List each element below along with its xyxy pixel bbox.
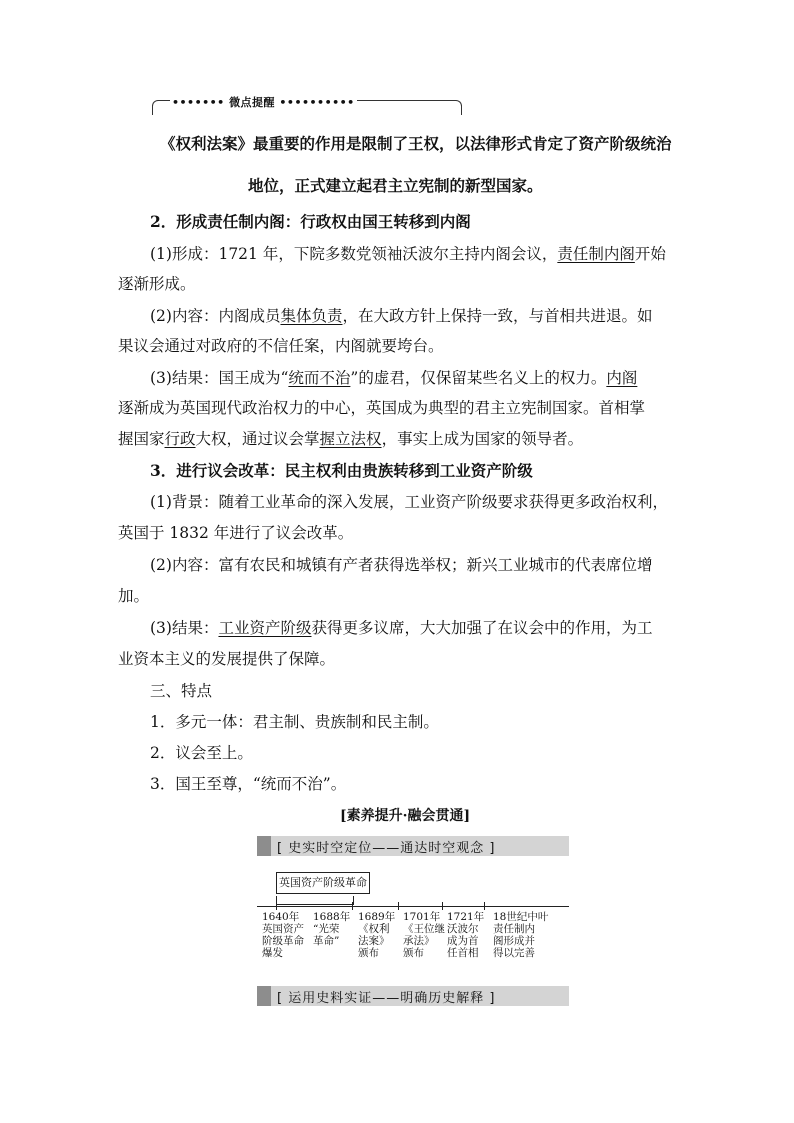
timeline-tick bbox=[442, 902, 443, 910]
evidence-bar bbox=[257, 986, 569, 1006]
underlined-term: 行政 bbox=[164, 430, 196, 448]
text: ”的虚君，仅保留某些名义上的权力。 bbox=[350, 369, 607, 387]
tip-label-text: 微点提醒 bbox=[229, 96, 276, 109]
sec2-p2-line1 bbox=[150, 306, 710, 326]
sec2-p3-line1 bbox=[150, 368, 710, 388]
underlined-term: 集体负责 bbox=[280, 307, 343, 325]
sec3-p1-line1: (1)背景：随着工业革命的深入发展，工业资产阶级要求获得更多政治权利， bbox=[150, 493, 668, 511]
tip-label bbox=[170, 94, 357, 110]
sec3-p1-line2: 英国于 1832 年进行了议会改革。 bbox=[118, 524, 354, 542]
timeline-brace bbox=[276, 896, 354, 905]
note-line-2: 地位，正式建立起君主立宪制的新型国家。 bbox=[248, 176, 543, 195]
sec3-p3-line1 bbox=[150, 618, 710, 638]
sec3-p3-line2: 业资本主义的发展提供了保障。 bbox=[118, 650, 336, 668]
bar-title: [ 史实时空定位——通达时空观念 ] bbox=[277, 841, 496, 856]
bar-square-icon bbox=[257, 836, 271, 856]
timeline-tick bbox=[484, 902, 485, 910]
text: (2)内容：内阁成员 bbox=[150, 307, 281, 325]
text: 大权，通过议会掌 bbox=[195, 430, 320, 448]
timeline-event: 1721年 沃波尔 成为首 任首相 bbox=[447, 911, 485, 959]
text: (3)结果：国王成为“ bbox=[150, 369, 289, 387]
timeline-tick bbox=[398, 902, 399, 910]
sec2-p1-line1 bbox=[150, 244, 710, 264]
note-line-1: 《权利法案》最重要的作用是限制了王权，以法律形式肯定了资产阶级统治 bbox=[160, 134, 672, 153]
underlined-term: 统而不治 bbox=[288, 369, 351, 387]
section-title: [素养提升·融会贯通] bbox=[340, 808, 471, 824]
timeline-axis bbox=[257, 906, 569, 907]
feature-item: 1．多元一体：君主制、贵族制和民主制。 bbox=[150, 713, 439, 731]
text: (3)结果： bbox=[150, 619, 219, 637]
bar-title: [ 运用史料实证——明确历史解释 ] bbox=[277, 991, 496, 1006]
underlined-term: 内阁 bbox=[606, 369, 638, 387]
underlined-term: 工业资产阶级 bbox=[218, 619, 312, 637]
sec2-p2-line2: 果议会通过对政府的不信任案，内阁就要垮台。 bbox=[118, 337, 444, 355]
timeline-event: 1688年 “光荣 革命” bbox=[313, 911, 351, 947]
section-3-heading: 3．进行议会改革：民主权利由贵族转移到工业资产阶级 bbox=[150, 461, 533, 480]
timeline-tick bbox=[276, 902, 277, 910]
timeline-event: 1701年 《王位继 承法》 颁布 bbox=[403, 911, 445, 959]
sec3-p2-line1: (2)内容：富有农民和城镇有产者获得选举权；新兴工业城市的代表席位增 bbox=[150, 556, 653, 574]
bar-title-text: 史实时空定位——通达时空观念 bbox=[288, 841, 485, 856]
underlined-term: 握立法权 bbox=[319, 430, 382, 448]
features-heading: 三、特点 bbox=[150, 682, 213, 700]
bar-title-text: 运用史料实证——明确历史解释 bbox=[288, 991, 485, 1006]
sec2-p3-line3 bbox=[118, 429, 678, 449]
timeline-bar bbox=[257, 836, 569, 856]
sec2-p3-line2: 逐渐成为英国现代政治权力的中心，英国成为典型的君主立宪制国家。首相掌 bbox=[118, 399, 646, 417]
text: ，在大政方针上保持一致，与首相共进退。如 bbox=[342, 307, 653, 325]
tip-dots-left: ••••••• bbox=[172, 96, 225, 109]
section-2-heading: 2．形成责任制内阁：行政权由国王转移到内阁 bbox=[150, 212, 471, 231]
timeline-event: 18世纪中叶 责任制内 阁形成并 得以完善 bbox=[493, 911, 549, 959]
feature-item: 3．国王至尊，“统而不治”。 bbox=[150, 775, 347, 793]
text: 握国家 bbox=[118, 430, 165, 448]
feature-item: 2．议会至上。 bbox=[150, 744, 253, 762]
underlined-term: 责任制内阁 bbox=[557, 245, 635, 263]
text: (1)形成：1721 年，下院多数党领袖沃波尔主持内阁会议， bbox=[150, 245, 558, 263]
text: 开始 bbox=[634, 245, 666, 263]
sec2-p1-line2: 逐渐形成。 bbox=[118, 275, 196, 293]
text: 获得更多议席，大大加强了在议会中的作用，为工 bbox=[311, 619, 653, 637]
tip-dots-right: •••••••••• bbox=[279, 96, 355, 109]
timeline-event: 1689年 《权利 法案》 颁布 bbox=[358, 911, 396, 959]
sec3-p2-line2: 加。 bbox=[118, 587, 150, 605]
bar-square-icon bbox=[257, 986, 271, 1006]
timeline-box: 英国资产阶级革命 bbox=[276, 872, 370, 894]
text: ，事实上成为国家的领导者。 bbox=[381, 430, 584, 448]
timeline-event: 1640年 英国资产 阶级革命 爆发 bbox=[262, 911, 304, 959]
timeline-tick bbox=[352, 902, 353, 910]
